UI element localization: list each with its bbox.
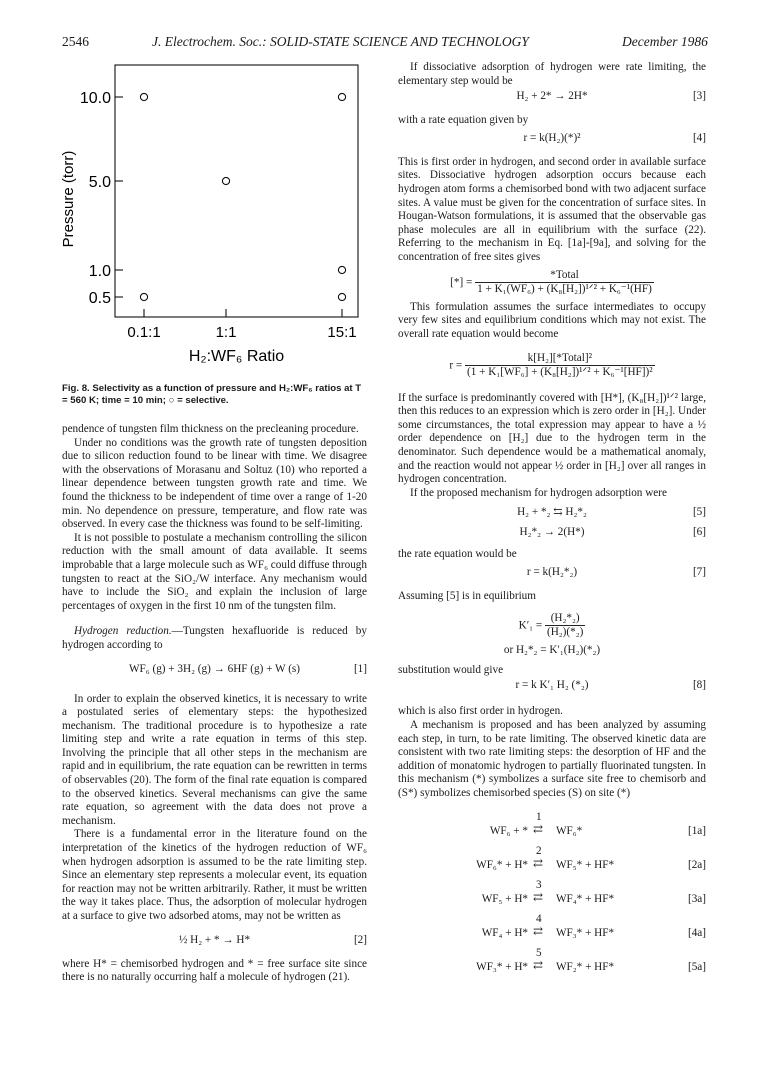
figure-caption: Fig. 8. Selectivity as a function of pressure and H₂:WF₆ ratios at T = 560 K; time = 10 min; ○ = selective.: [62, 383, 362, 406]
paragraph: Assuming [5] is in equilibrium: [398, 590, 536, 603]
y-tick-label: 0.5: [88, 290, 111, 307]
x-tick-label: 0.1:1: [127, 324, 161, 341]
equation-substitution: or H₂*₂ = K′₁(H₂)(*₂): [503, 643, 601, 656]
step-reactants: WF₅ + H*: [481, 892, 528, 905]
section-heading: Hydrogen reduction.: [74, 625, 172, 638]
data-point: [140, 293, 147, 300]
equation-6: H₂*₂ → 2(H*) [6]: [519, 526, 706, 539]
step-label: [4a]: [687, 926, 706, 939]
mechanism-step: [398, 913, 706, 947]
equilibrium-arrow-icon: ⇄: [533, 889, 544, 904]
data-point: [338, 266, 345, 273]
paragraph: In order to explain the observed kinetics, it is necessary to write a postulated series of elementary steps: the hypothesized mechanism. The traditional procedure is to hypothesize a rate limiting step and write a rate equation in terms of this step. Involving the principle that all other steps in the mechanism are rapid and in equilibrium, the rate equation can be rewritten in terms of observables (20). The form of the final rate equation is compared to the observed kinetics. Several mechanisms can give the same rate equation, so agreement with the data does not prove a mechanism.: [62, 692, 367, 827]
step-label: [5a]: [687, 960, 706, 973]
step-reactants: WF₃* + H*: [476, 960, 528, 973]
data-point: [222, 177, 229, 184]
step-label: [3a]: [687, 892, 706, 905]
equation-5: H₂ + *₂ ⇆ H₂*₂ [5]: [517, 506, 706, 519]
y-axis-label: Pressure (torr): [60, 150, 77, 248]
y-tick-label: 1.0: [88, 263, 111, 280]
paragraph: It is not possible to postulate a mechanism controlling the silicon reduction with the small amount of data available. It seems improbable that a large molecule such as WF₆ could diffuse through tungsten to react at the SiO₂/W interface. Any mechanism would have to include the SiO₂ and explain the inclusion of large percentages of oxygen in the first 10 nm of the tungsten film.: [62, 531, 367, 612]
step-products: WF₂* + HF*: [556, 960, 615, 973]
paragraph: If the proposed mechanism for hydrogen adsorption were: [410, 486, 667, 499]
step-label: [2a]: [687, 858, 706, 871]
page-number: 2546: [62, 34, 89, 49]
x-tick-label: 15:1: [327, 324, 357, 341]
step-products: WF₆*: [556, 824, 583, 837]
data-point: [338, 93, 345, 100]
paragraph: Hydrogen reduction.—Tungsten hexafluoride is reduced by hydrogen according to: [62, 625, 367, 651]
x-tick-label: 1:1: [215, 324, 237, 341]
step-reactants: WF₄ + H*: [481, 926, 528, 939]
paragraph: substitution would give: [398, 663, 504, 676]
x-axis-label: H₂:WF₆ Ratio: [188, 348, 285, 365]
paragraph: with a rate equation given by: [398, 114, 529, 127]
equation-free-sites: [*] = $\frac{\text{*Total}}{\text{1 + K₁(WF₆) + (K₈[H₂])¹ᐟ² + K₆⁻¹(HF)}}$: [450, 268, 652, 296]
paragraph: the rate equation would be: [398, 548, 517, 561]
equilibrium-arrow-icon: ⇄: [533, 821, 544, 836]
step-reactants: WF₆* + H*: [476, 858, 528, 871]
step-number: 1: [536, 810, 542, 823]
step-label: [1a]: [687, 824, 706, 837]
equilibrium-arrow-icon: ⇄: [533, 923, 544, 938]
equation-2: ½ H₂ + * → H* [2]: [178, 933, 367, 946]
paragraph: pendence of tungsten film thickness on the precleaning procedure.: [62, 423, 359, 435]
figure-8-chart: [55, 55, 375, 380]
step-number: 2: [536, 844, 542, 857]
step-products: WF₅* + HF*: [556, 858, 615, 871]
mechanism-step: [398, 845, 706, 879]
paragraph: This formulation assumes the surface intermediates to occupy very few sites and equilibrium conditions which may not exist. The overall rate equation would become: [398, 300, 706, 340]
data-point: [338, 293, 345, 300]
paragraph: If dissociative adsorption of hydrogen were rate limiting, the elementary step would be: [398, 61, 706, 87]
equation-equilibrium: K′₁ = $\frac{\text{(H₂*₂)}}{\text{(H₂)(*₂)}}$: [518, 611, 584, 639]
y-tick-label: 10.0: [79, 90, 111, 107]
paragraph: Under no conditions was the growth rate of tungsten deposition due to silicon reduction found to be linear with time. We disagree with the observations of Morasanu and Soltuz (10) who reported a linear dependence between tungsten growth rate and time. We found the thickness to be independent of time over a range of 1-20 min. No dependence on pressure, temperature, and flow rate was observed. In every case the thickness was found to be self-limiting.: [62, 436, 367, 531]
equilibrium-arrow-icon: ⇄: [533, 855, 544, 870]
equation-8: r = k K′₁ H₂ (*₂) [8]: [515, 679, 706, 692]
paragraph: There is a fundamental error in the literature found on the interpretation of the kinetics of the hydrogen reduction of WF₆ when hydrogen adsorption is assumed to be the rate limiting step. Since an elementary step represents a molecular event, its equation for reaction may not be written arbitrarily. Rather, it must be written the way it takes place. Thus, the adsorption of molecular hydrogen at a surface to give two adsorbed atoms, may not be written as: [62, 828, 367, 922]
mechanism-step: [398, 947, 706, 981]
y-tick-label: 5.0: [88, 174, 111, 191]
paragraph: This is first order in hydrogen, and second order in available surface sites. Dissociative hydrogen adsorption occurs because each hydrogen atom forms a chemisorbed bond with two adjacent surface sites. A value must be given for the concentration of surface sites. In Hougan-Watson formulations, it is assumed that the observable gas phase molecules are all in equilibrium with the surface (22). Referring to the mechanism in Eq. [1a]-[9a], and solving for the concentration of free sites gives: [398, 155, 706, 263]
data-point: [140, 93, 147, 100]
step-products: WF₃* + HF*: [556, 926, 615, 939]
mechanism-step: [398, 879, 706, 913]
equilibrium-arrow-icon: ⇄: [533, 957, 544, 972]
step-reactants: WF₆ + *: [489, 824, 528, 837]
mechanism-list: [398, 811, 706, 981]
plot-frame: [115, 65, 358, 317]
step-number: 5: [536, 946, 542, 959]
step-number: 4: [536, 912, 542, 925]
journal-title: J. Electrochem. Soc.: SOLID-STATE SCIENCE AND TECHNOLOGY: [152, 34, 529, 49]
equation-1: WF₆ (g) + 3H₂ (g) → 6HF (g) + W (s) [1]: [128, 662, 367, 675]
equation-overall-rate: r = $\frac{\text{k[H₂][*Total]²}}{\text{(1 + K₁[WF₆] + (K₈[H₂])¹ᐟ² + K₆⁻¹[HF])²}}$: [449, 351, 653, 379]
left-column: [62, 423, 367, 985]
mechanism-step: [398, 811, 706, 845]
issue-date: December 1986: [622, 34, 708, 49]
paragraph: which is also first order in hydrogen.: [398, 705, 563, 718]
paragraph: A mechanism is proposed and has been analyzed by assuming each step, in turn, to be rate limiting. The observed kinetic data are consistent with two rate limiting steps: the desorption of HF and the addition of monatomic hydrogen to partially fluorinated tungsten. In this mechanism (*) symbolizes a surface site free to chemisorb and (S*) symbolizes chemisorbed species (S) on site (*): [398, 719, 706, 799]
equation-3: H₂ + 2* → 2H* [3]: [516, 90, 706, 103]
step-products: WF₄* + HF*: [556, 892, 615, 905]
right-column: [398, 61, 706, 981]
paragraph: where H* = chemisorbed hydrogen and * = free surface site since there is no naturally occurring half a molecule of hydrogen (21).: [62, 957, 367, 984]
equation-4: r = k(H₂)(*)² [4]: [523, 131, 706, 144]
paragraph: If the surface is predominantly covered with [H*], (K₈[H₂])¹ᐟ² large, then this reduces to an expression which is zero order in [H₂]. Under some circumstances, the total expression may appear to have a ½ order dependence on [H₂] due to the hydrogen term in the denominator. Such dependence would be a mathematical anomaly, and the reaction would not appear ½ order in [H₂] over all ranges in hydrogen concentration.: [398, 391, 706, 486]
step-number: 3: [536, 878, 542, 891]
equation-7: r = k(H₂*₂) [7]: [526, 566, 706, 579]
